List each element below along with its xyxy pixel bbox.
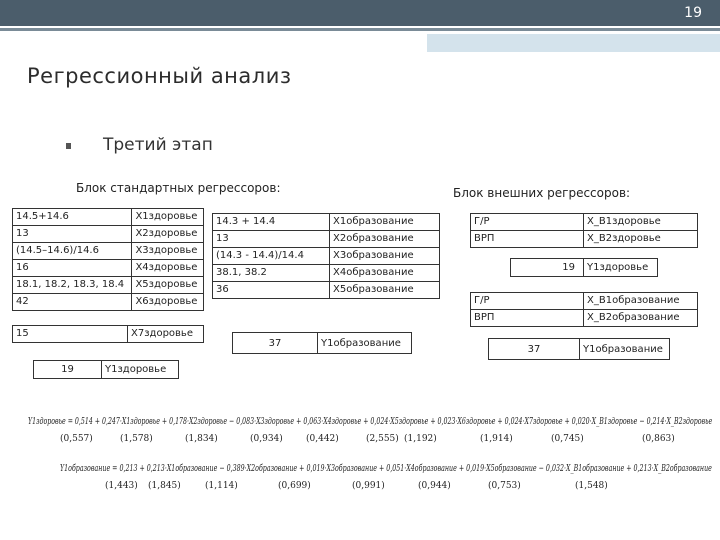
table-cell: Х3образование	[330, 248, 440, 265]
table-row	[213, 282, 440, 299]
std-error-health-5: (2,555)	[366, 434, 399, 444]
bullet-icon	[66, 143, 71, 149]
y1-education-box	[232, 332, 412, 354]
table-cell: Г/Р	[471, 214, 584, 231]
table-cell: Х1здоровье	[132, 209, 204, 226]
standard-block-title: Блок стандартных регрессоров:	[76, 181, 281, 195]
table-cell: Х2здоровье	[132, 226, 204, 243]
std-error-health-4: (0,442)	[306, 434, 339, 444]
table-cell: Y1образование	[579, 339, 663, 359]
table-row	[471, 293, 698, 310]
std-error-health-6: (1,192)	[404, 434, 437, 444]
table-row	[13, 260, 204, 277]
table-cell: X_B1здоровье	[584, 214, 698, 231]
std-error-education-2: (1,114)	[205, 481, 238, 491]
std-error-education-7: (1,548)	[575, 481, 608, 491]
std-error-health-7: (1,914)	[480, 434, 513, 444]
table-cell: 14.5+14.6	[13, 209, 132, 226]
table-row	[213, 231, 440, 248]
std-error-education-6: (0,753)	[488, 481, 521, 491]
table-cell: X_B2образование	[584, 310, 698, 327]
std-error-health-0: (0,557)	[60, 434, 93, 444]
table-row	[13, 294, 204, 311]
table-row	[13, 226, 204, 243]
standard-education-table	[212, 213, 440, 299]
std-error-health-3: (0,934)	[250, 434, 283, 444]
table-row	[213, 214, 440, 231]
table-cell: (14.5–14.6)/14.6	[13, 243, 132, 260]
regression-equation-education: Y1образование = 0,213 + 0,213·X1образование − 0,389·X2образование + 0,019·X3образование + 0,051·X4образование + 0,019·X5образование − 0,032·X_B1образование + 0,213·X_B2образование	[60, 464, 712, 474]
stage-label: Третий этап	[103, 135, 213, 155]
table-cell: Y1здоровье	[101, 361, 166, 378]
top-bar-line	[0, 28, 720, 31]
table-cell: 13	[13, 226, 132, 243]
table-cell: Х4образование	[330, 265, 440, 282]
table-row	[13, 209, 204, 226]
table-row	[213, 265, 440, 282]
table-cell: 37	[527, 343, 541, 355]
table-cell: 36	[213, 282, 330, 299]
external-block-title: Блок внешних регрессоров:	[453, 186, 631, 200]
table-cell: Х7здоровье	[128, 326, 204, 343]
std-error-education-0: (1,443)	[105, 481, 138, 491]
external-y-education-box	[488, 338, 670, 360]
table-row	[471, 231, 698, 248]
external-health-table	[470, 213, 698, 248]
table-cell: ВРП	[471, 231, 584, 248]
table-cell: Х2образование	[330, 231, 440, 248]
std-error-health-8: (0,745)	[551, 434, 584, 444]
table-cell: 19	[61, 364, 74, 375]
table-cell: Х1образование	[330, 214, 440, 231]
std-error-education-4: (0,991)	[352, 481, 385, 491]
external-education-table	[470, 292, 698, 327]
table-cell: ВРП	[471, 310, 584, 327]
regression-equation-health: Y1здоровье = 0,514 + 0,247·X1здоровье + 0,178·X2здоровье − 0,083·X3здоровье + 0,063·X4здоровье + 0,024·X5здоровье + 0,023·X6здоровье + 0,024·X7здоровье + 0,020·X_B1здоровье − 0,214·X_B2здоровье	[28, 417, 713, 427]
table-cell: Y1здоровье	[583, 259, 648, 276]
std-error-health-9: (0,863)	[642, 434, 675, 444]
table-cell: 15	[13, 326, 128, 343]
table-cell: Г/Р	[471, 293, 584, 310]
y1-health-box	[33, 360, 179, 379]
table-cell: Х4здоровье	[132, 260, 204, 277]
top-bar-accent	[427, 34, 720, 52]
standard-x7-table	[12, 325, 204, 343]
table-cell: Х5здоровье	[132, 277, 204, 294]
std-error-health-1: (1,578)	[120, 434, 153, 444]
table-cell: X_B1образование	[584, 293, 698, 310]
table-cell: 37	[268, 337, 282, 349]
table-cell: Х3здоровье	[132, 243, 204, 260]
table-cell: 13	[213, 231, 330, 248]
table-row	[13, 243, 204, 260]
table-cell: Х5образование	[330, 282, 440, 299]
table-row	[13, 277, 204, 294]
table-cell: Y1образование	[317, 333, 401, 353]
standard-health-table	[12, 208, 204, 311]
table-cell: 42	[13, 294, 132, 311]
page-number: 19	[684, 5, 702, 21]
table-row	[471, 310, 698, 327]
table-cell: 14.3 + 14.4	[213, 214, 330, 231]
table-cell: 38.1, 38.2	[213, 265, 330, 282]
std-error-education-5: (0,944)	[418, 481, 451, 491]
top-bar	[0, 0, 720, 26]
table-row	[213, 248, 440, 265]
table-cell: 19	[562, 262, 575, 273]
table-cell: 18.1, 18.2, 18.3, 18.4	[13, 277, 132, 294]
slide-title: Регрессионный анализ	[27, 64, 292, 88]
std-error-health-2: (1,834)	[185, 434, 218, 444]
std-error-education-3: (0,699)	[278, 481, 311, 491]
std-error-education-1: (1,845)	[148, 481, 181, 491]
table-cell: (14.3 - 14.4)/14.4	[213, 248, 330, 265]
table-cell: Х6здоровье	[132, 294, 204, 311]
table-cell: X_B2здоровье	[584, 231, 698, 248]
external-y-health-box	[510, 258, 658, 277]
table-row	[13, 326, 204, 343]
table-row	[471, 214, 698, 231]
table-cell: 16	[13, 260, 132, 277]
